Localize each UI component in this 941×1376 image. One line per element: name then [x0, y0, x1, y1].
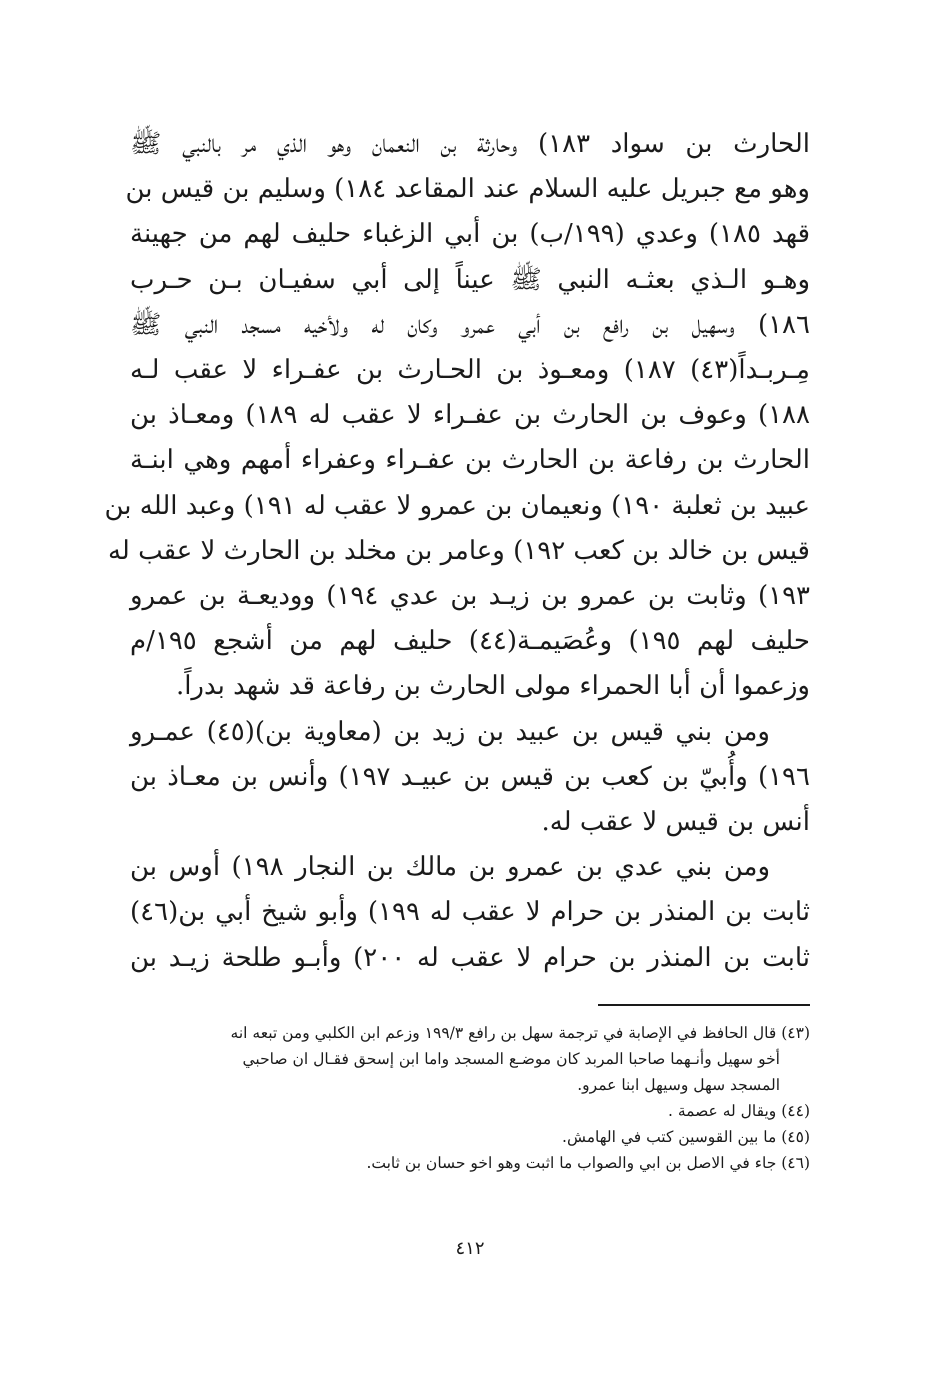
footnote-46: [130, 1150, 810, 1176]
text-line: حليف لهم ١٩٥) وعُصَيمـة(٤٤) حليف لهم من أشجع ١٩٥/م: [130, 626, 810, 657]
text-line: ١٩٦) وأُبيّ بن كعب بن قيس بن عبيـد ١٩٧) وأنس بن معـاذ بن: [130, 761, 810, 792]
footnote-text: (٤٦) جاء في الاصل بن ابي والصواب ما اثبت وهو اخو حسان بن ثابت.: [366, 1154, 810, 1172]
text-line: وزعموا أن أبا الحمراء مولى الحارث بن رفاعة قد شهد بدراً.: [175, 671, 810, 702]
footnote-text: (٤٥) ما بين القوسين كتب في الهامش.: [562, 1128, 810, 1146]
footnote-text: (٤٤) ويقال له عصمة .: [667, 1102, 810, 1120]
footnote-separator: [598, 1004, 810, 1006]
text-line: الحارث بن رفاعة بن الحارث بن عفـراء وعفراء أمهم وهي ابنـة: [130, 445, 810, 476]
text-line: ١٨٦) وسهيل بن رافع بن أبي عمرو وكان له ولأخيه مسجد النبي ﷺ: [130, 309, 810, 340]
footnote-text: أخو سهيل وأنـهما صاحبا المربد كان موضـع المسجد واما ابن إسحق فقـال ان صاحبي: [242, 1050, 780, 1068]
text-line: وهـو الـذي بعثـه النبي ﷺ عيناً إلى أبي سفيـان بـن حـرب: [130, 264, 810, 295]
footnotes-block: [130, 1020, 810, 1176]
text-line: عبيد بن ثعلبة ١٩٠) ونعيمان بن عمرو لا عقب له ١٩١) وعبد الله بن: [104, 490, 810, 521]
footnote-text: (٤٣) قال الحافظ في الإصابة في ترجمة سهل بن رافع ١٩٩/٣ وزعم ابن الكلبي ومن تبعه انه: [230, 1024, 810, 1042]
footnote-text: المسجد سهل وسيهل ابنا عمرو.: [577, 1076, 780, 1094]
main-text-block: [104, 122, 811, 981]
text-line: قيس بن خالد بن كعب ١٩٢) وعامر بن مخلد بن الحارث لا عقب له: [107, 535, 810, 566]
text-line: ثابت بن المنذر بن حرام لا عقب له ٢٠٠) وأبـو طلحة زيـد بن: [130, 942, 810, 973]
text-line: مِـربـداً(٤٣) ١٨٧) ومعـوذ بن الحـارث بن عفـراء لا عقب لـه: [130, 355, 810, 386]
text-line: ١٩٣) وثابت بن عمرو بن زيـد بن عدي ١٩٤) ووديعـة بن عمرو: [130, 581, 811, 612]
text-line: ثابت بن المنذر بن حرام لا عقب له ١٩٩) وأبو شيخ أبي بن(٤٦): [130, 897, 811, 928]
footnote-43: [130, 1020, 810, 1098]
footnote-44: [130, 1098, 810, 1124]
text-line: وهو مع جبريل عليه السلام عند المقاعد ١٨٤) وسليم بن قيس بن: [125, 174, 810, 205]
footnote-45: [130, 1124, 810, 1150]
page-number: ٤١٢: [455, 1238, 485, 1259]
text-line: قهد ١٨٥) وعدي (١٩٩/ب) بن أبي الزغباء حليف لهم من جهينة: [130, 219, 811, 250]
text-line: ١٨٨) وعوف بن الحارث بن عفـراء لا عقب له ١٨٩) ومعـاذ بن: [130, 400, 810, 431]
paragraph-start-line: ومن بني عدي بن عمرو بن مالك بن النجار ١٩٨) أوس بن: [130, 852, 770, 883]
text-line: أنس بن قيس لا عقب له.: [541, 807, 810, 838]
paragraph-start-line: ومن بني قيس بن عبيد بن زيد بن (معاوية بن)(٤٥) عمـرو: [130, 716, 770, 747]
text-line: الحارث بن سواد ١٨٣) وحارثة بن النعمان وهو الذي مر بالنبي ﷺ: [130, 129, 810, 159]
